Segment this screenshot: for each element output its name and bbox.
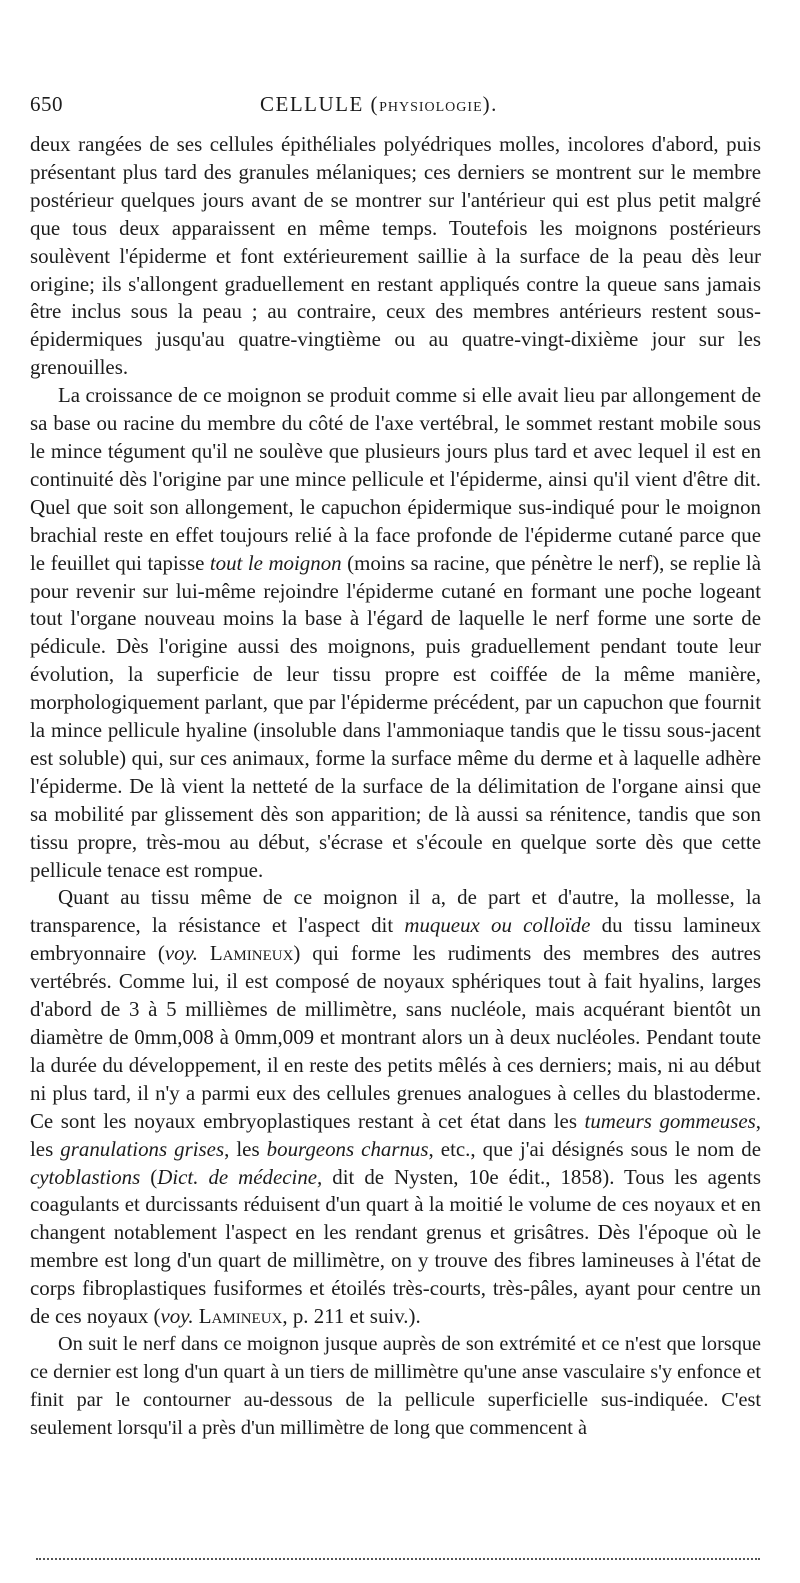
paragraph-3 bbox=[30, 884, 761, 1331]
running-header bbox=[30, 92, 760, 122]
running-title bbox=[260, 92, 498, 117]
running-title-end: ). bbox=[482, 92, 498, 116]
paragraph-4: On suit le nerf dans ce moignon jusque auprès de son extrémité et ce n'est que lorsque ce dernier est long d'un quart à un tiers de millimètre qu'une anse vasculaire s'y enfonce et finit par le contourner au-dessous de la pellicule superficielle sus-indiquée. C'est seulement lorsqu'il a près d'un millimètre de long que commencent à bbox=[30, 1332, 761, 1439]
p3-c: du tissu lamineux embryonnaire ( bbox=[30, 913, 761, 966]
body-text bbox=[30, 131, 761, 1443]
p3-p: Dict. de médecine, bbox=[157, 1164, 323, 1189]
paragraph-1: deux rangées de ses cellules épithéliales polyédriques molles, incolores d'abord, puis présentant plus tard des granules mélaniques; ces derniers se montrent sur le membre postérieur quelques jours avant de se montrer sur l'antérieur qui est plus petit malgré que tous deux apparaissent en même temps. Toutefois les moignons postérieurs soulèvent l'épiderme et font extérieurement saillie à la surface de la peau dès leur origine; ils s'allongent graduellement en restant appliqués contre la queue sans jamais être inclus sous la peau ; au contraire, ceux des membres antérieurs restent sous-épidermiques jusqu'au quatre-vingtième ou au quatre-vingt-dixième jour sur les grenouilles. bbox=[30, 132, 761, 380]
paragraph-2-text-a: La croissance de ce moignon se produit comme si elle avait lieu par allongement de sa base ou racine du membre du côté de l'axe vertébral, le sommet restant mobile sous le mince tégument qu'il ne soulève que plusieurs jours plus tard et avec lequel il est en continuité dès l'origine par une mince pellicule et l'épiderme, ainsi qu'il vient d'être dit. Quel que soit son allongement, le capuchon épidermique sus-indiqué pour le moignon brachial reste en effet toujours relié à la face profonde de l'épiderme cutané parce que le feuillet qui tapisse bbox=[30, 383, 761, 575]
paragraph-2 bbox=[30, 382, 761, 884]
running-title-main: CELLULE ( bbox=[260, 92, 380, 116]
p3-o: ( bbox=[140, 1164, 158, 1189]
paragraph-2-text-c: (moins sa racine, que pénètre le nerf), se replie là pour revenir sur lui-même rejoindre l'épiderme cutané en formant une poche logeant tout l'organe nouveau moins la base à l'égard de laquelle le nerf forme une sorte de pédicule. Dès l'origine aussi des moignons, puis graduellement pendant toute leur évolution, la superficie de leur tissu propre est coiffée de la même manière, morphologiquement parlant, que par l'épiderme précédent, par un capuchon que fournit la mince pellicule hyaline (insoluble dans l'ammoniaque tandis que le tissu sous-jacent est soluble) qui, sur ces animaux, forme la surface même du derme et à laquelle adhère l'épiderme. De là vient la netteté de la surface de la délimitation de l'organe ainsi que sa mobilité par glissement dès son apparition; de là aussi sa rénitence, tandis que son tissu propre, très-mou au début, s'écrase et s'écoule en quelque sorte dès que cette pellicule tenace est rompue. bbox=[30, 550, 761, 882]
p3-d: voy. bbox=[164, 941, 198, 966]
running-title-sub: PHYSIOLOGIE bbox=[379, 100, 483, 115]
p3-l: bourgeons charnus bbox=[266, 1136, 429, 1161]
p3-i: , les bbox=[30, 1108, 761, 1161]
p3-t: , p. 211 et suiv.). bbox=[282, 1304, 421, 1329]
p3-f: Lamineux bbox=[209, 941, 294, 966]
p3-a: Quant au tissu même de ce moignon il a, de part et d'autre, la mollesse, la transparence, la résistance et l'aspect dit bbox=[30, 885, 761, 938]
p3-s: Lamineux bbox=[193, 1304, 283, 1329]
paragraph-2-italic: tout le moignon bbox=[209, 550, 342, 575]
p3-h: tumeurs gommeuses bbox=[584, 1108, 756, 1133]
p3-j: granulations grises bbox=[60, 1136, 225, 1161]
p3-g: ) qui forme les rudiments des membres des autres vertébrés. Comme lui, il est composé de noyaux sphériques tout à fait hyalins, larges d'abord de 3 à 5 millièmes de millimètre, sans nucléole, mais acquérant bientôt un diamètre de 0mm,008 à 0mm,009 et montrant alors un à deux nucléoles. Pendant toute la durée du développement, il en reste des petits mêlés à ces derniers; mais, ni au début ni plus tard, il n'y a parmi eux des cellules grenues analogues à celles du blastoderme. Ce sont les noyaux embryoplastiques restant à cet état dans les bbox=[30, 941, 761, 1133]
p3-m: , etc., que j'ai désignés sous le nom de bbox=[428, 1136, 761, 1161]
p3-q: dit de Nysten, 10e édit., 1858). Tous les agents coagulants et durcissants réduisent d'un quart à la moitié le volume de ces noyaux et en changent notablement l'aspect en les rendant grenus et grisâtres. Dès l'époque où le membre est long d'un quart de millimètre, on y trouve des fibres lamineuses à l'état de corps fibroplastiques fusiformes et étoilés très-courts, très-pâles, ayant pour centre un de ces noyaux ( bbox=[30, 1164, 761, 1329]
footer-dotted-rule bbox=[36, 1558, 760, 1560]
p3-n: cytoblastions bbox=[30, 1164, 141, 1189]
p3-k: , les bbox=[224, 1136, 267, 1161]
p3-e bbox=[198, 941, 210, 965]
p3-b: muqueux ou colloïde bbox=[404, 913, 591, 938]
p3-r: voy. bbox=[160, 1304, 194, 1329]
page-number: 650 bbox=[30, 92, 63, 116]
